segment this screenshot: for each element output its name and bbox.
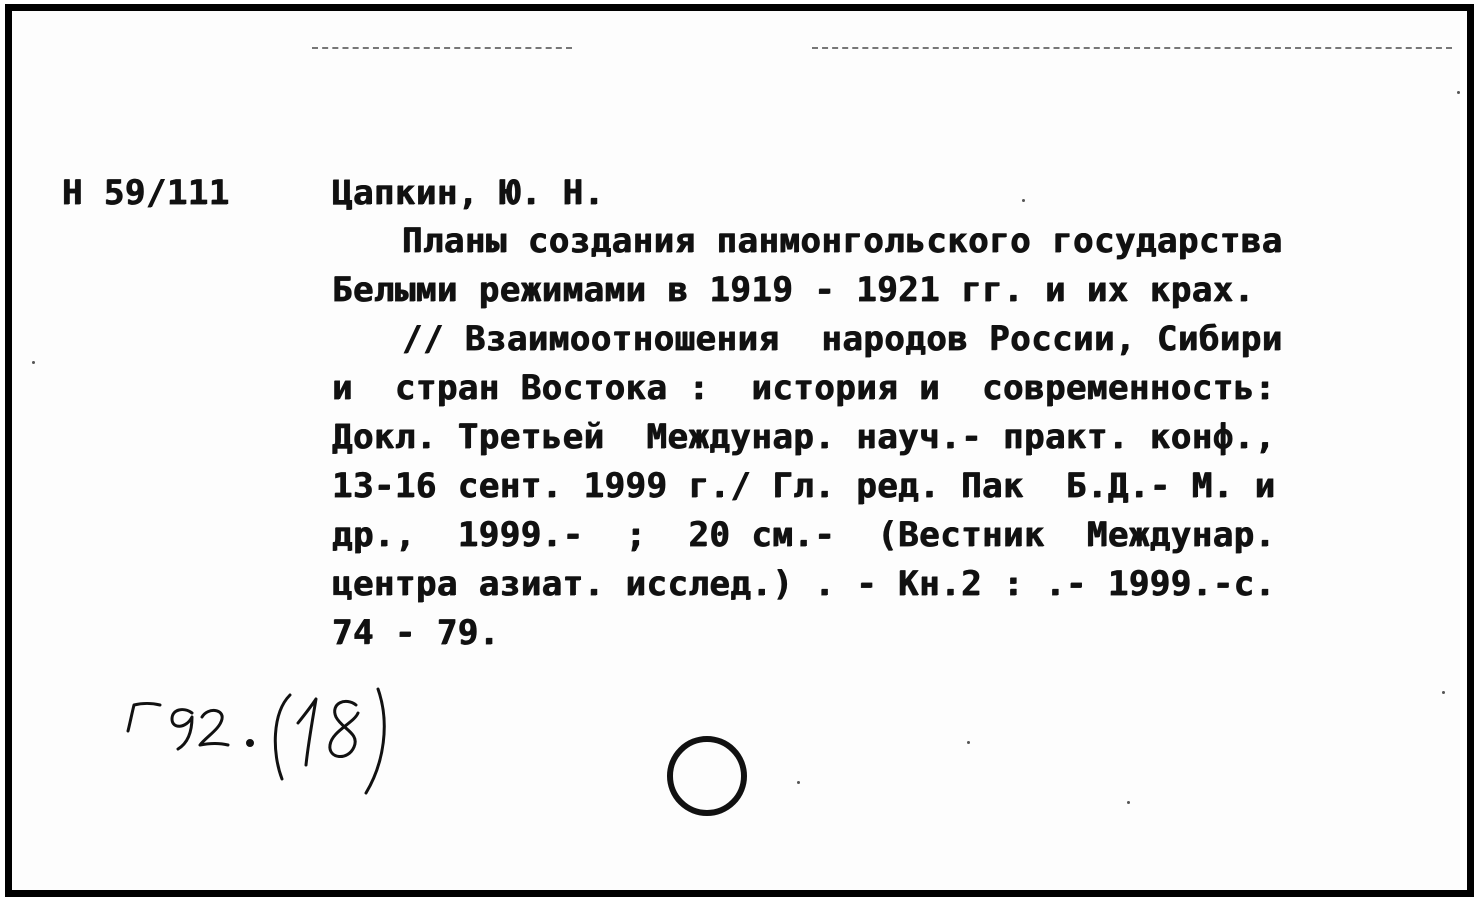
catalog-card	[5, 4, 1474, 897]
paper-speck	[1457, 91, 1460, 94]
source-line-1: // Взаимоотношения народов России, Сибири	[402, 319, 1283, 359]
top-dashed-rule-right	[812, 47, 1452, 49]
punch-hole-circle	[667, 736, 747, 816]
pages-line: 74 - 79.	[332, 613, 500, 653]
handwritten-classification	[122, 683, 422, 803]
source-line-6: центра азиат. исслед.) . - Кн.2 : .- 1999.-с.	[332, 564, 1276, 604]
author-heading: Цапкин, Ю. Н.	[332, 173, 605, 213]
paper-speck	[1442, 691, 1445, 694]
source-line-2: и стран Востока : история и современность:	[332, 368, 1276, 408]
source-line-4: 13-16 сент. 1999 г./ Гл. ред. Пак Б.Д.- М. и	[332, 466, 1276, 506]
source-line-5: др., 1999.- ; 20 см.- (Вестник Междунар.	[332, 515, 1276, 555]
title-line-2: Белыми режимами в 1919 - 1921 гг. и их крах.	[332, 270, 1255, 310]
shelfmark: Н 59/111	[62, 173, 230, 213]
paper-speck	[1022, 199, 1025, 202]
source-line-3: Докл. Третьей Междунар. науч.- практ. конф.,	[332, 417, 1276, 457]
top-dashed-rule-left	[312, 47, 572, 49]
paper-speck	[1127, 801, 1130, 804]
paper-speck	[32, 361, 35, 364]
paper-speck	[797, 781, 800, 784]
title-line-1: Планы создания панмонгольского государства	[402, 221, 1283, 261]
paper-speck	[967, 741, 970, 744]
